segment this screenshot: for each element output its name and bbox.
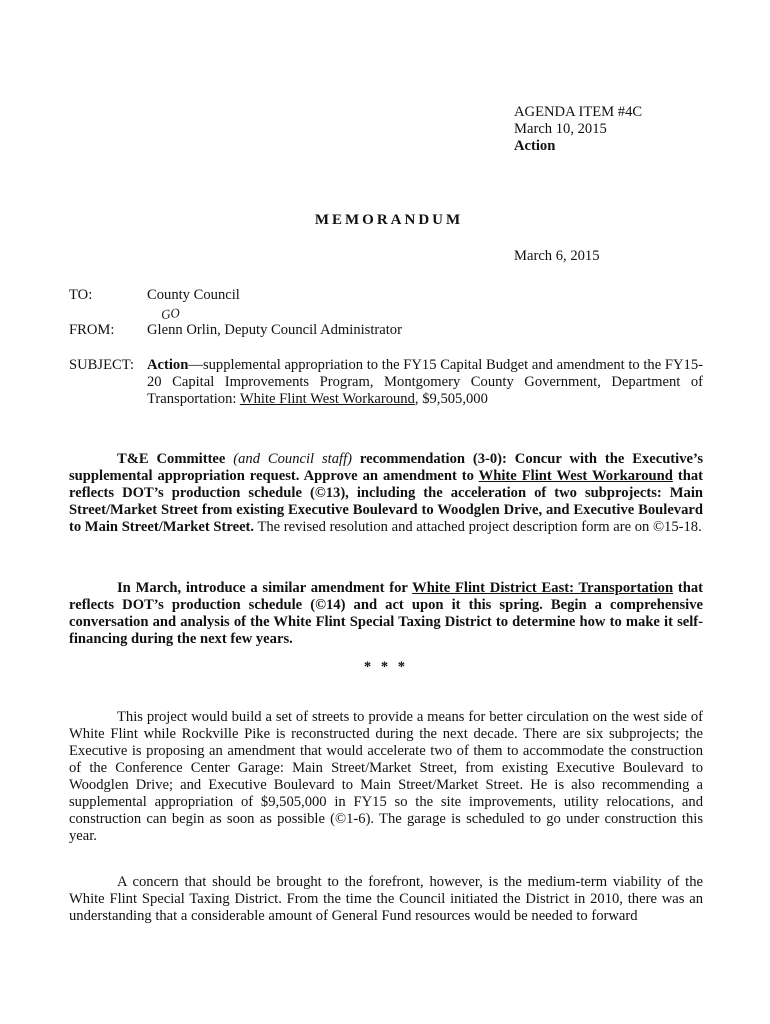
recommendation-project: White Flint West Workaround bbox=[478, 468, 673, 484]
memo-title: MEMORANDUM bbox=[314, 212, 464, 228]
recommendation-text1: recommendation (3-0): Concur with the Executive’s supplemental appropriation request. Approve an amendment to bbox=[69, 451, 703, 484]
subject-project: White Flint West Workaround bbox=[239, 391, 415, 407]
recommendation-plain: The revised resolution and attached project description form are on ©15-18. bbox=[254, 519, 702, 535]
subject-body: —supplemental appropriation to the FY15 Capital Budget and amendment to the FY15-20 Capital Improvements Program, Montgomery County Government, Department of Transportation: bbox=[147, 357, 703, 407]
march-text2: that reflects DOT’s production schedule (©14) and act upon it this spring. Begin a comprehensive conversation and analysis of the White Flint Special Taxing District to determine how to make it self-financing during the next few years. bbox=[69, 580, 703, 647]
body-text-2: A concern that should be brought to the forefront, however, is the medium-term viability of the White Flint Special Taxing District. From the time the Council initiated the District in 2010, there was an understanding that a considerable amount of General Fund resources would be needed to forward bbox=[69, 874, 703, 924]
subject-text bbox=[147, 357, 703, 408]
recommendation-lead: T&E Committee bbox=[117, 451, 234, 467]
memo-date: March 6, 2015 bbox=[514, 248, 600, 264]
from-value: Glenn Orlin, Deputy Council Administrator bbox=[147, 322, 402, 338]
recommendation-text2: that reflects DOT’s production schedule (©13), including the acceleration of two subprojects: Main Street/Market Street from existing Executive Boulevard to Woodglen Drive, and Executive Boulevard to Main Street/Market Street. bbox=[69, 468, 703, 535]
subject-label: SUBJECT: bbox=[69, 357, 134, 373]
subject-lead: Action bbox=[147, 357, 189, 373]
body-text-1: This project would build a set of streets to provide a means for better circulation on the west side of White Flint while Rockville Pike is reconstructed during the next decade. There are six subprojects; the Executive is proposing an amendment that would accelerate two of them to accommodate the construction of the Conference Center Garage: Main Street/Market Street, from existing Executive Boulevard to Woodglen Drive; and Executive Boulevard to Main Street/Market Street. He is also recommending a supplemental appropriation of $9,505,000 in FY15 so the site improvements, utility relocations, and construction can begin as soon as possible (©1-6). The garage is scheduled to go under construction this year. bbox=[69, 709, 703, 844]
to-value: County Council bbox=[147, 287, 240, 303]
handwritten-initials: GO bbox=[160, 304, 181, 323]
march-text1: In March, introduce a similar amendment for bbox=[117, 580, 413, 596]
subject-amount: , $9,505,000 bbox=[414, 391, 488, 407]
body-paragraph-2 bbox=[69, 874, 703, 925]
meeting-date: March 10, 2015 bbox=[514, 121, 607, 137]
body-paragraph-1 bbox=[69, 709, 703, 845]
recommendation-staff: (and Council staff) bbox=[233, 451, 352, 467]
march-project: White Flint District East: Transportation bbox=[412, 580, 674, 596]
section-separator: * * * bbox=[363, 659, 409, 675]
march-paragraph bbox=[69, 580, 703, 648]
agenda-item-number: AGENDA ITEM #4C bbox=[514, 104, 643, 120]
recommendation-paragraph bbox=[69, 451, 703, 536]
agenda-header bbox=[514, 104, 714, 155]
agenda-item-type: Action bbox=[514, 138, 556, 154]
to-label: TO: bbox=[69, 287, 93, 303]
from-label: FROM: bbox=[69, 322, 115, 338]
